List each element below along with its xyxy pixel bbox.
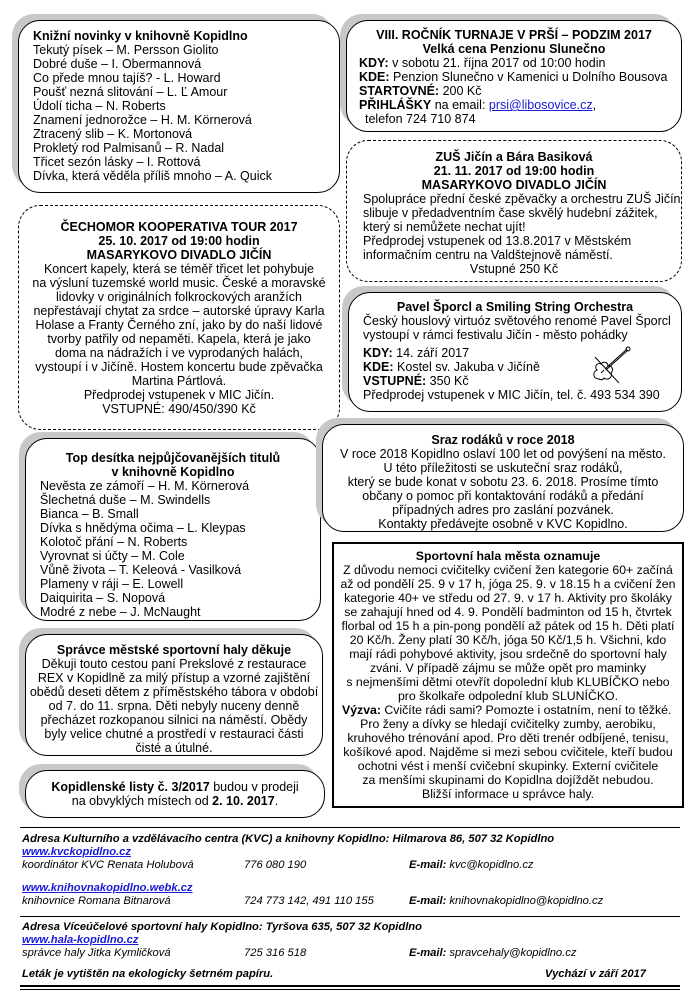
footer-lib-email-row: [409, 895, 603, 908]
top10-item: Vyrovnat si účty – M. Cole: [40, 549, 185, 563]
turnaj-kdy-label: KDY:: [359, 56, 389, 70]
zus-date: 21. 11. 2017 od 19:00 hodin: [433, 164, 595, 178]
book-item: Poušť nezná slitování – L. Ľ Amour: [33, 85, 228, 99]
hala-vyzva-text: kruhového trénování apod. Pro děti trenér odbíjené, tenisu,: [347, 731, 669, 745]
turnaj-startovne-label: STARTOVNÉ:: [359, 84, 440, 98]
zus-box: [346, 140, 682, 282]
footer-lib-web-row: [22, 882, 682, 895]
hala-vyzva-text: ochotni vést i menší cvičební skupinky. Externí cvičitele: [357, 759, 659, 773]
book-item: Dobré duše – I. Obermannová: [33, 57, 202, 71]
hala-vyzva-text: za menšími skupinami do Kopidlna dojíždět nebudou.: [362, 773, 654, 787]
zus-text: Předprodej vstupenek od 13.8.2017 v Městském: [363, 234, 632, 248]
hala-text: zváni. V případě zájmu se může opět pro maminky: [369, 661, 647, 675]
book-item: Dívka, která věděla příliš mnoho – A. Quick: [33, 169, 272, 183]
footer-kvc-email[interactable]: kvc@kopidlno.cz: [446, 859, 534, 871]
footer-hala-email[interactable]: spravcehaly@kopidlno.cz: [446, 947, 577, 959]
footer-hala-contact: [22, 947, 682, 960]
footer-divider-bottom-2: [20, 989, 680, 990]
book-item: Prokletý rod Palmisanů – R. Nadal: [33, 141, 225, 155]
top10-item: Modré z nebe – J. McNaught: [40, 605, 201, 619]
footer-paper-note: Leták je vytištěn na ekologicky šetrném papíru.: [22, 968, 274, 980]
footer-bottom-row: [22, 968, 682, 981]
zus-title: ZUŠ Jičín a Bára Basiková: [435, 150, 593, 164]
hala-text: až od pondělí 25. 9 v 17 h, jóga 25. 9. v 18.15 h a cvičení žen: [340, 577, 676, 591]
footer-kvc-email-row: [409, 859, 534, 872]
turnaj-phone: telefon 724 710 874: [365, 112, 476, 126]
listy-issue: Kopidlenské listy č. 3/2017: [51, 780, 210, 794]
sraz-title: Sraz rodáků v roce 2018: [431, 433, 575, 447]
spravce-text: REX v Kopidlně za milý přístup a vzorné zajištění: [37, 671, 311, 685]
footer-lib-person: knihovnice Romana Bitnarová: [22, 895, 171, 907]
footer-hala-person: správce haly Jitka Kymličková: [22, 947, 171, 959]
cechomor-text: tvorby patřily od nepaměti. Kapela, která je jako: [47, 332, 311, 346]
hala-text: Z důvodu nemoci cvičitelky cvičení žen kategorie 60+ začíná: [343, 563, 673, 577]
book-item: Znamení jednorožce – H. M. Körnerová: [33, 113, 252, 127]
sporcl-kdy-value: 14. září 2017: [392, 346, 470, 360]
hala-vyzva-text: Cvičíte rádi sami? Pomozte i ostatním, není to těžké.: [380, 703, 672, 717]
hala-text: mají rádi pohybové aktivity, jsou srdečně do sportovní haly: [349, 647, 667, 661]
footer-lib-web-link[interactable]: www.knihovnakopidlno.webk.cz: [22, 882, 193, 894]
spravce-text: přecházet rozkopanou silnici na náměstí. Obědy: [40, 713, 308, 727]
turnaj-prihlasky-label: PŘIHLÁŠKY: [359, 98, 432, 112]
spravce-text: od 7. do 11. srpna. Děti nebyly nuceny denně: [48, 699, 300, 713]
spravce-text: Děkuji touto cestou paní Prekslové z restaurace: [41, 657, 307, 671]
spravce-box: [25, 634, 323, 756]
footer-hala-phone: 725 316 518: [244, 947, 307, 959]
turnaj-startovne: [359, 84, 681, 98]
footer-kvc-address: Adresa Kulturního a vzdělávacího centra (KVC) a knihovny Kopidlno: Hilmarova 86, 507 32 Kopidlno: [22, 833, 555, 845]
hala-text: pro školkaře odpolední klub SLUNÍČKO.: [397, 689, 619, 703]
sporcl-title: Pavel Šporcl a Smiling String Orchestra: [396, 300, 634, 314]
sporcl-vstupne-label: VSTUPNÉ:: [363, 374, 427, 388]
top10-item: Vůně života – T. Keleová - Vasilková: [40, 563, 242, 577]
footer-published: Vychází v září 2017: [544, 968, 646, 980]
cechomor-text: lidovky v originálních folkrockových aranžích: [56, 290, 302, 304]
zus-text: slibuje v předadventním čase skvělý hudební zážitek,: [363, 206, 658, 220]
cechomor-text: Holase a Franty Černého zní, jako by do naší lidové: [35, 318, 323, 332]
footer-kvc-contact: [22, 859, 682, 872]
turnaj-prihlasky: [359, 98, 681, 112]
books-box: [18, 20, 340, 193]
zus-venue: MASARYKOVO DIVADLO JIČÍN: [421, 178, 607, 192]
sraz-text: V roce 2018 Kopidlno oslaví 100 let od povýšení na město.: [340, 447, 666, 461]
sraz-text: Kontakty předávejte osobně v KVC Kopidlno.: [378, 517, 628, 531]
turnaj-title: VIII. ROČNÍK TURNAJE V PRŠÍ – PODZIM 2017: [376, 28, 652, 42]
book-item: Ztracený slib – K. Mortonová: [33, 127, 193, 141]
top10-item: Bianca – B. Small: [40, 507, 139, 521]
cechomor-text: na výsluní tuzemské world music. České a moravské: [32, 276, 326, 290]
zus-text: který si nemůžete nechat ujít!: [363, 220, 526, 234]
turnaj-box: [346, 20, 682, 132]
sporcl-vstupne: [363, 374, 681, 388]
zus-price: Vstupné 250 Kč: [469, 262, 559, 276]
hala-box: [332, 542, 684, 808]
cechomor-text: vystoupí i v Jičíně. Hostem koncertu bude zpěvačka: [35, 360, 323, 374]
hala-text: se zahajují hned od 4. 9. Pondělí badminton od 15 h, čtvrtek: [344, 605, 672, 619]
spravce-title: Správce městské sportovní haly děkuje: [56, 643, 292, 657]
cechomor-date: 25. 10. 2017 od 19:00 hodin: [98, 234, 260, 248]
sporcl-kdy-label: KDY:: [363, 346, 393, 360]
top10-box: [25, 438, 321, 621]
footer-divider-top: [20, 827, 680, 828]
footer-kvc-web-row: [22, 846, 682, 859]
listy-line-2: [26, 794, 324, 808]
footer: [22, 833, 682, 908]
sporcl-box: [348, 292, 682, 412]
sraz-text: který se bude konat v sobotu 23. 6. 2018. Prosíme tímto: [347, 475, 659, 489]
listy-box: [25, 770, 325, 818]
zus-text: Spolupráce přední české zpěvačky a orchestru ZUŠ Jičín: [363, 192, 681, 206]
spravce-text: čisté a útulné.: [135, 741, 213, 755]
cechomor-text: Koncert kapely, která se téměř třicet let pohybuje: [43, 262, 315, 276]
cechomor-text: doma na nádražích i ve vyprodaných halách,: [54, 346, 304, 360]
footer-email-label: E-mail:: [409, 859, 447, 871]
zus-text: informačním centru na Valdštejnově náměstí.: [363, 248, 613, 262]
footer-lib-phone: 724 773 142, 491 110 155: [244, 895, 374, 907]
listy-text: na obvyklých místech od: [71, 794, 213, 808]
hala-text: s nejmenšími dětmi otevřít dopolední klub KLUBÍČKO nebo: [346, 675, 670, 689]
turnaj-email-link[interactable]: prsi@libosovice.cz: [488, 98, 593, 112]
turnaj-kdy-value: v sobotu 21. října 2017 od 10:00 hodin: [388, 56, 606, 70]
cechomor-text: Martina Pártlová.: [131, 374, 227, 388]
hala-vyzva-text: Bližší informace u správce haly.: [422, 787, 594, 801]
sporcl-text: vystoupí v rámci festivalu Jičín - město pohádky: [363, 328, 628, 342]
listy-text: budou v prodeji: [209, 780, 299, 794]
sporcl-kde-label: KDE:: [363, 360, 394, 374]
footer-hala-web-row: [22, 934, 682, 947]
sraz-box: [322, 424, 684, 532]
books-title: Knižní novinky v knihovně Kopidlno: [33, 29, 248, 43]
footer-divider-bottom: [20, 985, 680, 987]
cechomor-text: nepřestávají chytat za srdce – autorské úpravy Karla: [33, 304, 325, 318]
hala-vyzva: [334, 703, 682, 717]
book-item: Co přede mnou tajíš? - L. Howard: [33, 71, 221, 85]
turnaj-comma: ,: [592, 98, 597, 112]
turnaj-startovne-value: 200 Kč: [439, 84, 482, 98]
top10-item: Kolotoč přání – N. Roberts: [40, 535, 188, 549]
footer-lib-contact: [22, 895, 682, 908]
turnaj-prihlasky-text: na email:: [431, 98, 489, 112]
footer-email-label: E-mail:: [409, 947, 447, 959]
listy-line-1: [26, 780, 324, 794]
sporcl-kde: [363, 360, 681, 374]
top10-title: Top desítka nejpůjčovanějších titulů: [65, 451, 281, 465]
footer-hala-email-row: [409, 947, 576, 960]
footer-kvc-phone: 776 080 190: [244, 859, 307, 871]
sraz-text: U této příležitosti se uskuteční sraz rodáků,: [383, 461, 623, 475]
turnaj-subtitle: Velká cena Penzionu Slunečno: [422, 42, 606, 56]
footer-hala-web-link[interactable]: www.hala-kopidlno.cz: [22, 934, 139, 946]
cechomor-price: VSTUPNÉ: 490/450/390 Kč: [102, 402, 256, 416]
turnaj-kde: [359, 70, 681, 84]
top10-subtitle: v knihovně Kopidlno: [111, 465, 235, 479]
cechomor-title: ČECHOMOR KOOPERATIVA TOUR 2017: [60, 220, 298, 234]
top10-item: Plameny v ráji – E. Lowell: [40, 577, 184, 591]
turnaj-kdy: [359, 56, 681, 70]
sraz-text: občany o pomoc při kontaktování rodáků a předání: [362, 489, 644, 503]
top10-item: Šlechetná duše – M. Swindells: [40, 493, 211, 507]
cechomor-box: [18, 205, 340, 430]
hala-title: Sportovní hala města oznamuje: [415, 549, 601, 563]
spravce-text: obědů deseti dětem z příměstského tábora v období: [29, 685, 319, 699]
cechomor-venue: MASARYKOVO DIVADLO JIČÍN: [86, 248, 272, 262]
listy-dot: .: [274, 794, 279, 808]
book-item: Tekutý písek – M. Persson Giolito: [33, 43, 219, 57]
footer-hala-address: Adresa Víceúčelové sportovní haly Kopidlno: Tyršova 635, 507 32 Kopidlno: [22, 921, 422, 933]
hala-vyzva-label: Výzva:: [342, 703, 381, 717]
book-item: Údolí ticha – N. Roberts: [33, 99, 166, 113]
top10-item: Dívka s hnědýma očima – L. Kleypas: [40, 521, 246, 535]
footer-kvc-web-link[interactable]: www.kvckopidlno.cz: [22, 846, 131, 858]
sporcl-kde-value: Kostel sv. Jakuba v Jičíně: [393, 360, 540, 374]
hala-text: kategorie 40+ ve středu od 27. 9. v 17 h. Aktivity pro školáky: [344, 591, 672, 605]
sporcl-vstupne-value: 350 Kč: [426, 374, 469, 388]
footer-lib-email[interactable]: knihovnakopidlno@kopidlno.cz: [446, 895, 604, 907]
sporcl-text: Český houslový virtuóz světového renomé Pavel Šporcl: [363, 314, 671, 328]
hala-text: florbal od 15 h a pin-pong pondělí až pátek od 15 h. Děti platí: [341, 619, 675, 633]
turnaj-kde-label: KDE:: [359, 70, 390, 84]
spravce-text: byly velice chutné a prostředí v restauraci části: [44, 727, 304, 741]
hala-vyzva-text: košíkové apod. Najděme si mezi sebou cvičitele, kteří budou: [343, 745, 673, 759]
listy-date: 2. 10. 2017: [212, 794, 275, 808]
top10-item: Daiquirita – S. Nopová: [40, 591, 166, 605]
turnaj-kde-value: Penzion Slunečno v Kamenici u Dolního Bousova: [389, 70, 668, 84]
footer-divider-middle: [20, 916, 680, 917]
top10-item: Nevěsta ze zámoří – H. M. Körnerová: [40, 479, 250, 493]
sraz-text: případných adres pro zaslání pozvánek.: [392, 503, 614, 517]
footer-email-label: E-mail:: [409, 895, 447, 907]
sporcl-kdy: [363, 346, 681, 360]
cechomor-text: Předprodej vstupenek v MIC Jičín.: [83, 388, 275, 402]
hala-vyzva-text: Pro ženy a dívky se hledají cvičitelky zumby, aerobiku,: [360, 717, 656, 731]
book-item: Třicet sezón lásky – I. Rottová: [33, 155, 201, 169]
footer-kvc-person: koordinátor KVC Renata Holubová: [22, 859, 194, 871]
violin-icon: [589, 345, 633, 385]
hala-text: 20 Kč/h. Ženy platí 30 Kč/h, jóga 50 Kč/1,5 h. Všichni, kdo: [349, 633, 667, 647]
footer-hala: [22, 921, 682, 981]
sporcl-presale: Předprodej vstupenek v MIC Jičín, tel. č. 493 534 390: [363, 388, 660, 402]
